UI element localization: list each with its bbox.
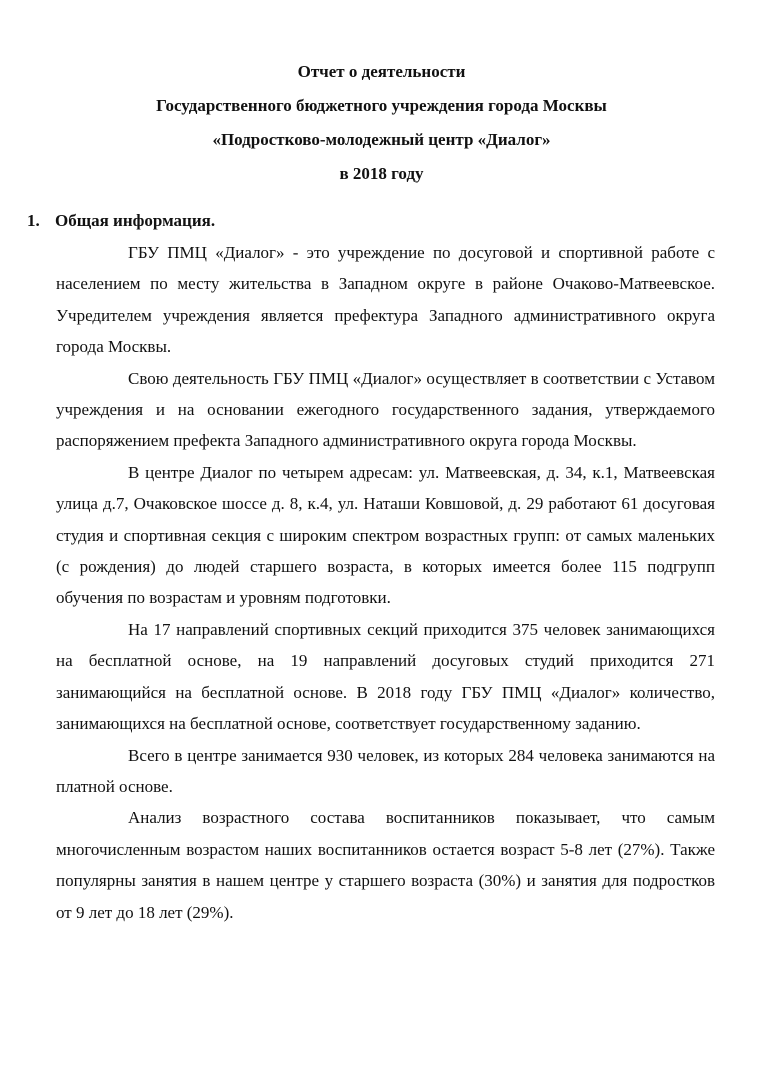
section-number: 1. (27, 211, 40, 230)
paragraph: Всего в центре занимается 930 человек, из которых 284 человека занимаются на платной основе. (56, 745, 715, 796)
title-line-1: Отчет о деятельности (297, 62, 466, 81)
title-line-4: в 2018 году (339, 164, 424, 183)
paragraph: Анализ возрастного состава воспитанников показывает, что самым многочисленным возрастом наших воспитанников остается возраст 5-8 лет (27%). Также популярны занятия в нашем центре у старшего возраста (30%) и занятия для подростков от 9 лет до 18 лет (29%). (56, 808, 715, 922)
section-body (56, 237, 715, 928)
section-heading-text: Общая информация. (55, 211, 216, 230)
paragraph: В центре Диалог по четырем адресам: ул. Матвеевская, д. 34, к.1, Матвеевская улица д.7, Очаковское шоссе д. 8, к.4, ул. Наташи Ковшовой, д. 29 работают 61 досуговая студия и спортивная секция с широким спектром возрастных групп: от самых маленьких (с рождения) до людей старшего возраста, в которых имеется более 115 подгрупп обучения по возрастам и уровням подготовки. (56, 462, 715, 608)
paragraph: На 17 направлений спортивных секций приходится 375 человек занимающихся на бесплатной основе, на 19 направлений досуговых студий приходится 271 занимающийся на бесплатной основе. В 2018 году ГБУ ПМЦ «Диалог» количество, занимающихся на бесплатной основе, соответствует государственному заданию. (56, 619, 715, 734)
title-line-3: «Подростково-молодежный центр «Диалог» (212, 130, 551, 149)
section-heading (27, 208, 215, 234)
paragraph: Свою деятельность ГБУ ПМЦ «Диалог» осуществляет в соответствии с Уставом учреждения и на основании ежегодного государственного задания, утверждаемого распоряжением префекта Западного административного округа города Москвы. (56, 368, 715, 451)
paragraph: ГБУ ПМЦ «Диалог» - это учреждение по досуговой и спортивной работе с населением по месту жительства в Западном округе в районе Очаково-Матвеевское. Учредителем учреждения является префектура Западного административного округа города Москвы. (56, 243, 715, 357)
title-line-2: Государственного бюджетного учреждения города Москвы (156, 96, 607, 115)
report-title (0, 55, 763, 191)
